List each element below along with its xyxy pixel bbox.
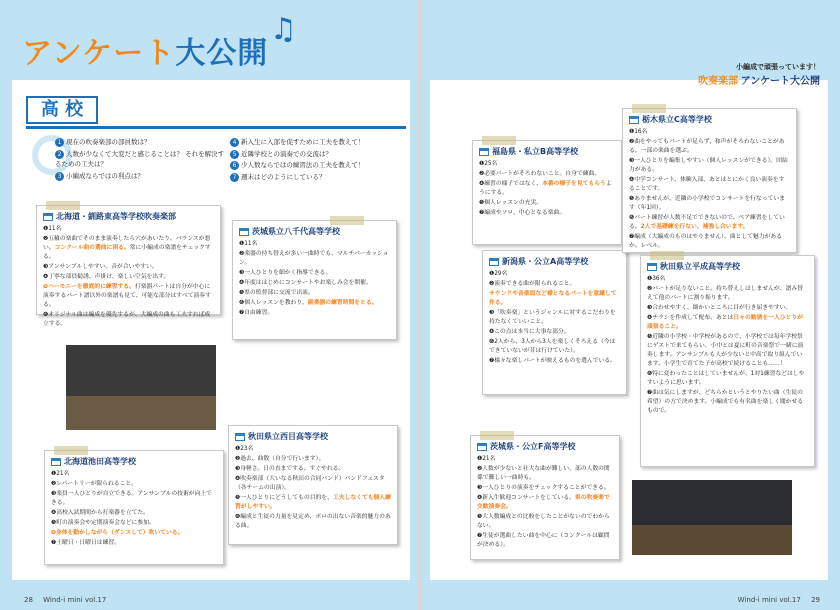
right-page bbox=[422, 0, 840, 610]
page-number: Wind-i mini vol.17 29 bbox=[737, 596, 820, 604]
title-orange-text: アンケート bbox=[22, 36, 176, 71]
school-name: 秋田県立西目高等学校 bbox=[235, 432, 391, 441]
tape-decoration bbox=[650, 251, 684, 260]
band-photo bbox=[66, 345, 216, 430]
question-column-2 bbox=[230, 137, 405, 183]
school-name: 北海道・釧路東高等学校吹奏楽部 bbox=[43, 212, 214, 221]
school-name: 茨城県立八千代高等学校 bbox=[239, 227, 390, 236]
school-icon bbox=[51, 458, 61, 466]
school-icon bbox=[239, 228, 249, 236]
school-name: 福島県・私立B高等学校 bbox=[479, 147, 615, 156]
question-item: 3 小編成ならではの利点は？ bbox=[55, 171, 230, 182]
school-name: 茨城県・公立F高等学校 bbox=[477, 442, 613, 451]
tape-decoration bbox=[632, 104, 666, 113]
question-item: 4 新入生に入部を促すために工夫を教えて！ bbox=[230, 137, 405, 148]
tape-decoration bbox=[482, 136, 516, 145]
school-card-ibaraki-f: 茨城県・公立F高等学校 ❶21名 ❷人数が少ないと社大な曲が難しい。部の人数の関係で難しい一曲時も。 ❸一人ひとりの演奏をチェックすることができる。 ❹新入生歓迎コンサートをしている。県の吹奏楽で交歓演奏会。 ❺大人数編成との比較をしたことがないのでわからない。 ❼生徒が選曲したい曲を中心に（コンクールは顧問が決める）。 bbox=[470, 435, 620, 560]
band-photo bbox=[632, 480, 792, 555]
question-item: 6 少人数ならではの練習法の工夫を教えて！ bbox=[230, 160, 405, 171]
school-card-niigata-a: 新潟県・公立A高等学校 ❶29名 ❷演奏できる曲が限られること。 サウンドや音楽面など様となるパートを意識して作る。 ❸「吹奏楽」というジャンルに対するこだわりを持たなくていいこと。 ❹この点は本当に大事な部分。 ❻2人から、3人から3人を楽しくそろえる（今はできていないが昔は行けていた）。 ❼様々な楽しパートが映えるものを選んでいる。 bbox=[482, 250, 627, 395]
section-divider bbox=[26, 126, 406, 129]
school-icon bbox=[629, 116, 639, 124]
school-name: 秋田県立平成高等学校 bbox=[647, 262, 808, 271]
question-item: 7 週末はどのようにしている？ bbox=[230, 172, 405, 183]
question-column-1 bbox=[55, 137, 230, 182]
left-page bbox=[0, 0, 418, 610]
school-icon bbox=[235, 433, 245, 441]
school-card-nishime: 秋田県立西目高等学校 ❶23名 ❷過去、曲数（自分で行います）。 ❸身軽さ。日の直までする。すぐやれる。 ❹吹奏楽部（大いなる秋田の合同バンド）バンドフェスタ（各チームの出演）。 ❺一人ひとりにどうしてもの目的を、工夫しなくても個人練習がしやすい。 ❻編成と生徒の力量を見定め、ポロの出ない音楽的魅力のある曲。 bbox=[228, 425, 398, 545]
school-card-yachiyo: 茨城県立八千代高等学校 ❶11名 ❷楽器の持ち替えが多い一曲時でも、マルチパーカッション。 ❸一人ひとりを細かく指導できる。 ❹年度ははじめにコンサートやお楽しみ会を開催。 ❺県の監督部に交流で出演。 ❻個人レッスンを教わり、副楽器の練習時間をとる。 ❼自由練習。 bbox=[232, 220, 397, 340]
question-item: 2 人数が少なくて大変だと感じることは？ それを解決するための工夫は？ bbox=[55, 149, 225, 168]
school-name: 北海道池田高等学校 bbox=[51, 457, 217, 466]
school-card-tochigi-c: 栃木県立C高等学校 ❶16名 ❷曲をやってもパートが足らず、和声がそろわないことがある。一部の楽曲を選ぶ。 ❸一人ひとりを編集しやすい（個人レッスンができる）。団結力がある。 ❹中学コンサート、体験入部、あとはとにかく良い演奏をすることです。 ❺ありませんが、近隣の小学校でコンサートを行なっています（年1回）。 ❻パート練習が人数不足でできないので、ペア練習をしている。2人で基礎練を行ない、補強し合います。 ❼編成（大編成のものはやりません）、曲として魅力があるか。レベル。 bbox=[622, 108, 797, 253]
tape-decoration bbox=[480, 431, 514, 440]
school-icon bbox=[43, 213, 53, 221]
page-title bbox=[22, 28, 268, 72]
school-name: 新潟県・公立A高等学校 bbox=[489, 257, 620, 266]
page-subtitle: 小編成で頑張っています！ 吹奏楽部 アンケート大公開 bbox=[698, 63, 820, 87]
school-card-kushiro: 北海道・釧路東高等学校吹奏楽部 ❶11名 ❷五輪の楽曲でそのまま演奏したら穴があいたり、バランスが悪い。コンクール曲の選曲に困る。常に小編成の楽譜をチェックする。 ❸アンサンブルしやすい。音が合いやすい。 ❹丁寧な部員勧誘、声掛け、楽しい空気を出す。 ❺ハーモニーを徹底的に練習する。打楽器パートは自分が中心に演奏するパート譜以外の楽譜も見て、可能な部分はすべて演奏する。 ❻オリジナル曲は編成を優先するが、大編成の曲も工夫すれば成立する。 bbox=[36, 205, 221, 315]
school-name: 栃木県立C高等学校 bbox=[629, 115, 790, 124]
school-card-heisei: 秋田県立平成高等学校 ❶36名 ❷パートが足りないこと。持ち替えしはしませんが、譜み替えて他のパートに割り振ります。 ❸合わせやすく、細かいところに目が行き届きやすい。 ❹チラシを作成して配布。あとは日々の勧誘を一人ひとりが頑張ること。 ❺近隣の小学校・中学校があるので、小学校では毎年学校祭にゲストで来てもらい、小中とは夏に町の音楽祭で一緒に演奏します。アンサンブルも人が少ないと中高で取り組んでいます。小学生で育てた子が高校で続けることも……！ ❻特に変わったことはしていませんが、1対1練習などはしやすいように思います。 ❼曲は気にしますが、どちらかというとやりたい曲（生徒の希望）の方で決めます。小編成でも有名曲を楽しく聞かせるもので。 bbox=[640, 255, 815, 467]
title-blue-text: 大公開 bbox=[175, 36, 269, 71]
school-card-ikeda: 北海道池田高等学校 ❶21名 ❷レパートリーが限られること。 ❸楽員一人ひとりが自立できる。アンサンブルの技術が向上できる。 ❹高校入試期間から打楽器を立てた。 ❺町の演奏会や定期演奏会などに参加。 ❻身体を動かしながら（ダンスして）吹いている。 ❼土曜日・日曜日は練習。 bbox=[44, 450, 224, 565]
tape-decoration bbox=[330, 216, 364, 225]
page-number: 28 Wind-i mini vol.17 bbox=[24, 596, 107, 604]
question-item: 5 近隣学校との演奏での交流は？ bbox=[230, 149, 405, 160]
school-card-fukushima-b: 福島県・私立B高等学校 ❶25名 ❷必要パートがそろわないこと。自身で練曲。 ❹練習の様子ではなく、本番の様子を見てもらうようにする。 ❺個人レッスンの充実。 ❼編成やソロ、中心となる楽曲。 bbox=[472, 140, 622, 245]
school-icon bbox=[477, 443, 487, 451]
tape-decoration bbox=[46, 201, 80, 210]
tape-decoration bbox=[54, 446, 88, 455]
section-heading: 高 校 bbox=[26, 96, 98, 124]
music-note-icon: ♫ bbox=[270, 12, 297, 47]
school-icon bbox=[479, 148, 489, 156]
question-item: 1 現在の吹奏楽部の部員数は？ bbox=[55, 137, 230, 148]
school-icon bbox=[489, 258, 499, 266]
school-icon bbox=[647, 263, 657, 271]
